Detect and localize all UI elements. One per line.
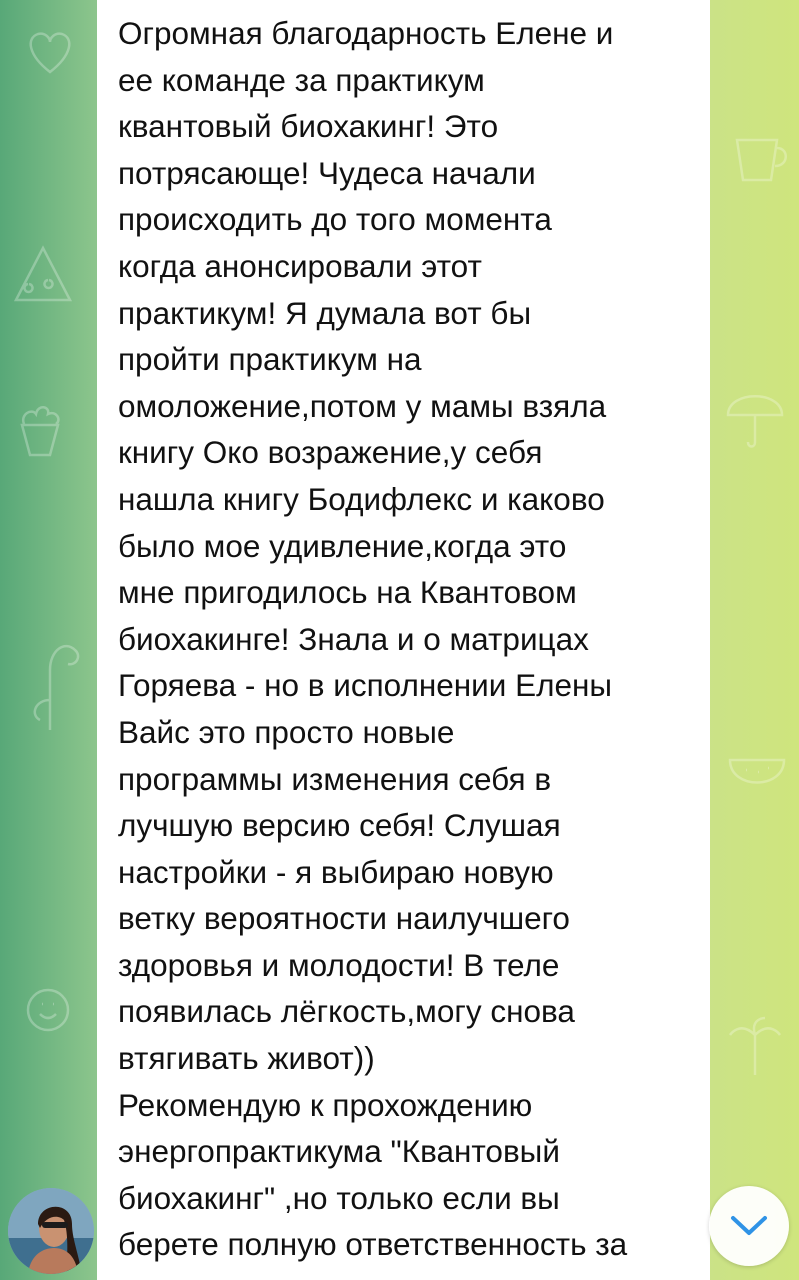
dinosaur-doodle <box>20 620 90 740</box>
heart-doodle <box>20 20 80 80</box>
pizza-doodle <box>8 240 78 310</box>
user-photo-icon <box>8 1188 94 1274</box>
chevron-down-icon <box>729 1214 769 1238</box>
message-bubble[interactable] <box>97 0 710 1280</box>
popcorn-doodle <box>10 400 70 460</box>
smiley-doodle <box>18 980 78 1040</box>
sender-avatar[interactable] <box>8 1188 94 1274</box>
cup-doodle <box>725 120 795 190</box>
palm-doodle <box>720 1010 790 1080</box>
message-text: Огромная благодарность Елене и ее команде за практикум квантовый биохакинг! Это потрясающе! Чудеса начали происходить до того момента когда анонсировали этот практикум! Я думала вот бы пройти практикум на омоложение,потом у мамы взяла книгу Око возражение,у себя нашла книгу Бодифлекс и каково было мое удивление,когда это мне пригодилось на Квантовом биохакинге! Знала и о матрицах Горяева - но в исполнении Елены Вайс это просто новые программы изменения себя в лучшую версию себя! Слушая настройки - я выбираю новую ветку вероятности наилучшего здоровья и молодости! В теле появилась лёгкость,могу снова втягивать живот)) Рекомендую к прохождению энергопрактикума "Квантовый биохакинг" ,но только если вы берете полную ответственность за <box>118 15 628 1263</box>
scroll-down-button[interactable] <box>709 1186 789 1266</box>
watermelon-doodle <box>722 740 792 810</box>
umbrella-doodle <box>720 380 790 450</box>
